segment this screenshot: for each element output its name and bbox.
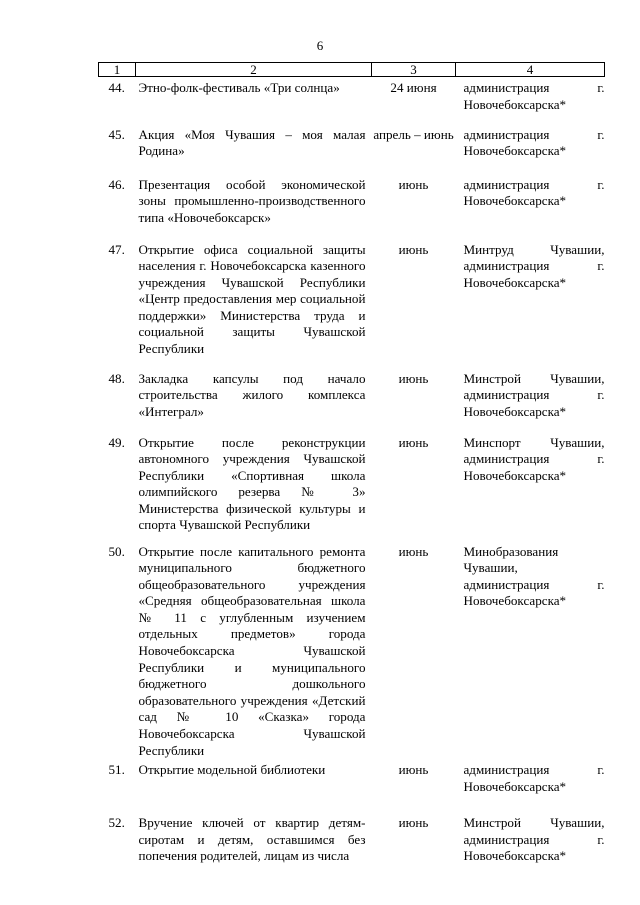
row-responsible: администрация г. Новочебоксарска* bbox=[463, 762, 605, 794]
table-row bbox=[99, 124, 605, 174]
table-row bbox=[99, 432, 605, 541]
row-number: 44. bbox=[108, 80, 125, 95]
row-event: Открытие офиса социальной защиты населения г. Новочебоксарска казенного учреждения Чувашской Республики «Центр предоставления мер социальной поддержки» Министерства труда и социальной защиты Чувашской Республики bbox=[138, 241, 366, 357]
table-row bbox=[99, 239, 605, 368]
row-date: июнь bbox=[398, 241, 429, 257]
row-responsible: Минстрой Чувашии, администрация г. Новочебоксарска* bbox=[463, 370, 605, 419]
row-date: апрель – июнь bbox=[373, 126, 454, 142]
row-number: 47. bbox=[108, 241, 125, 257]
column-header-responsible: 4 bbox=[456, 63, 605, 77]
table-row bbox=[99, 759, 605, 812]
column-header-date: 3 bbox=[372, 63, 456, 77]
table-row bbox=[99, 77, 605, 124]
row-date: июнь bbox=[398, 434, 429, 450]
row-date: июнь bbox=[398, 762, 429, 778]
page-number: 6 bbox=[316, 38, 324, 53]
row-date: июнь bbox=[398, 176, 429, 192]
row-number: 48. bbox=[108, 370, 125, 386]
row-number: 45. bbox=[108, 126, 125, 142]
row-responsible: Минтруд Чувашии, администрация г. Новочебоксарска* bbox=[463, 241, 605, 290]
row-event: Вручение ключей от квартир детям-сиротам и детям, оставшимся без попечения родителей, лицам из числа bbox=[138, 815, 366, 864]
row-responsible: администрация г. Новочебоксарска* bbox=[463, 80, 605, 112]
column-header-event: 2 bbox=[136, 63, 372, 77]
row-event: Этно-фолк-фестиваль «Три солнца» bbox=[138, 80, 340, 95]
table-row bbox=[99, 368, 605, 432]
row-date: 24 июня bbox=[390, 80, 437, 95]
row-responsible: администрация г. Новочебоксарска* bbox=[463, 176, 605, 209]
row-responsible: администрация г. Новочебоксарска* bbox=[463, 126, 605, 159]
row-number: 50. bbox=[108, 543, 125, 559]
row-event: Закладка капсулы под начало строительства жилого комплекса «Интеграл» bbox=[138, 370, 366, 419]
row-date: июнь bbox=[398, 815, 429, 831]
column-header-number: 1 bbox=[99, 63, 136, 77]
row-number: 46. bbox=[108, 176, 125, 192]
row-number: 49. bbox=[108, 434, 125, 450]
table-row bbox=[99, 541, 605, 760]
row-event: Акция «Моя Чувашия – моя малая Родина» bbox=[138, 126, 366, 159]
row-event: Открытие после реконструкции автономного учреждения Чувашской Республики «Спортивная школа олимпийского резерва № 3» Министерства физической культуры и спорта Чувашской Республики bbox=[138, 434, 366, 533]
row-number: 52. bbox=[108, 815, 125, 831]
table-row bbox=[99, 174, 605, 239]
row-number: 51. bbox=[108, 762, 125, 778]
row-event: Открытие после капитального ремонта муниципального бюджетного общеобразовательного учреждения «Средняя общеобразовательная школа № 11 с углубленным изучением отдельных предметов» города Новочебоксарска Чувашской Республики и муниципального бюджетного дошкольного образовательного учреждения «Детский сад № 10 «Сказка» города Новочебоксарска Чувашской Республики bbox=[138, 543, 366, 758]
row-responsible: Минспорт Чувашии, администрация г. Новочебоксарска* bbox=[463, 434, 605, 483]
row-event: Презентация особой экономической зоны промышленно-производственного типа «Новочебоксарск» bbox=[138, 176, 366, 225]
row-responsible: Минобразования Чувашии, администрация г. Новочебоксарска* bbox=[463, 543, 605, 609]
row-responsible: Минстрой Чувашии, администрация г. Новочебоксарска* bbox=[463, 815, 605, 864]
events-table bbox=[98, 62, 605, 872]
table-row bbox=[99, 812, 605, 872]
table-header-row bbox=[99, 63, 605, 77]
row-date: июнь bbox=[398, 543, 429, 559]
row-event: Открытие модельной библиотеки bbox=[138, 762, 326, 778]
row-date: июнь bbox=[398, 370, 429, 386]
